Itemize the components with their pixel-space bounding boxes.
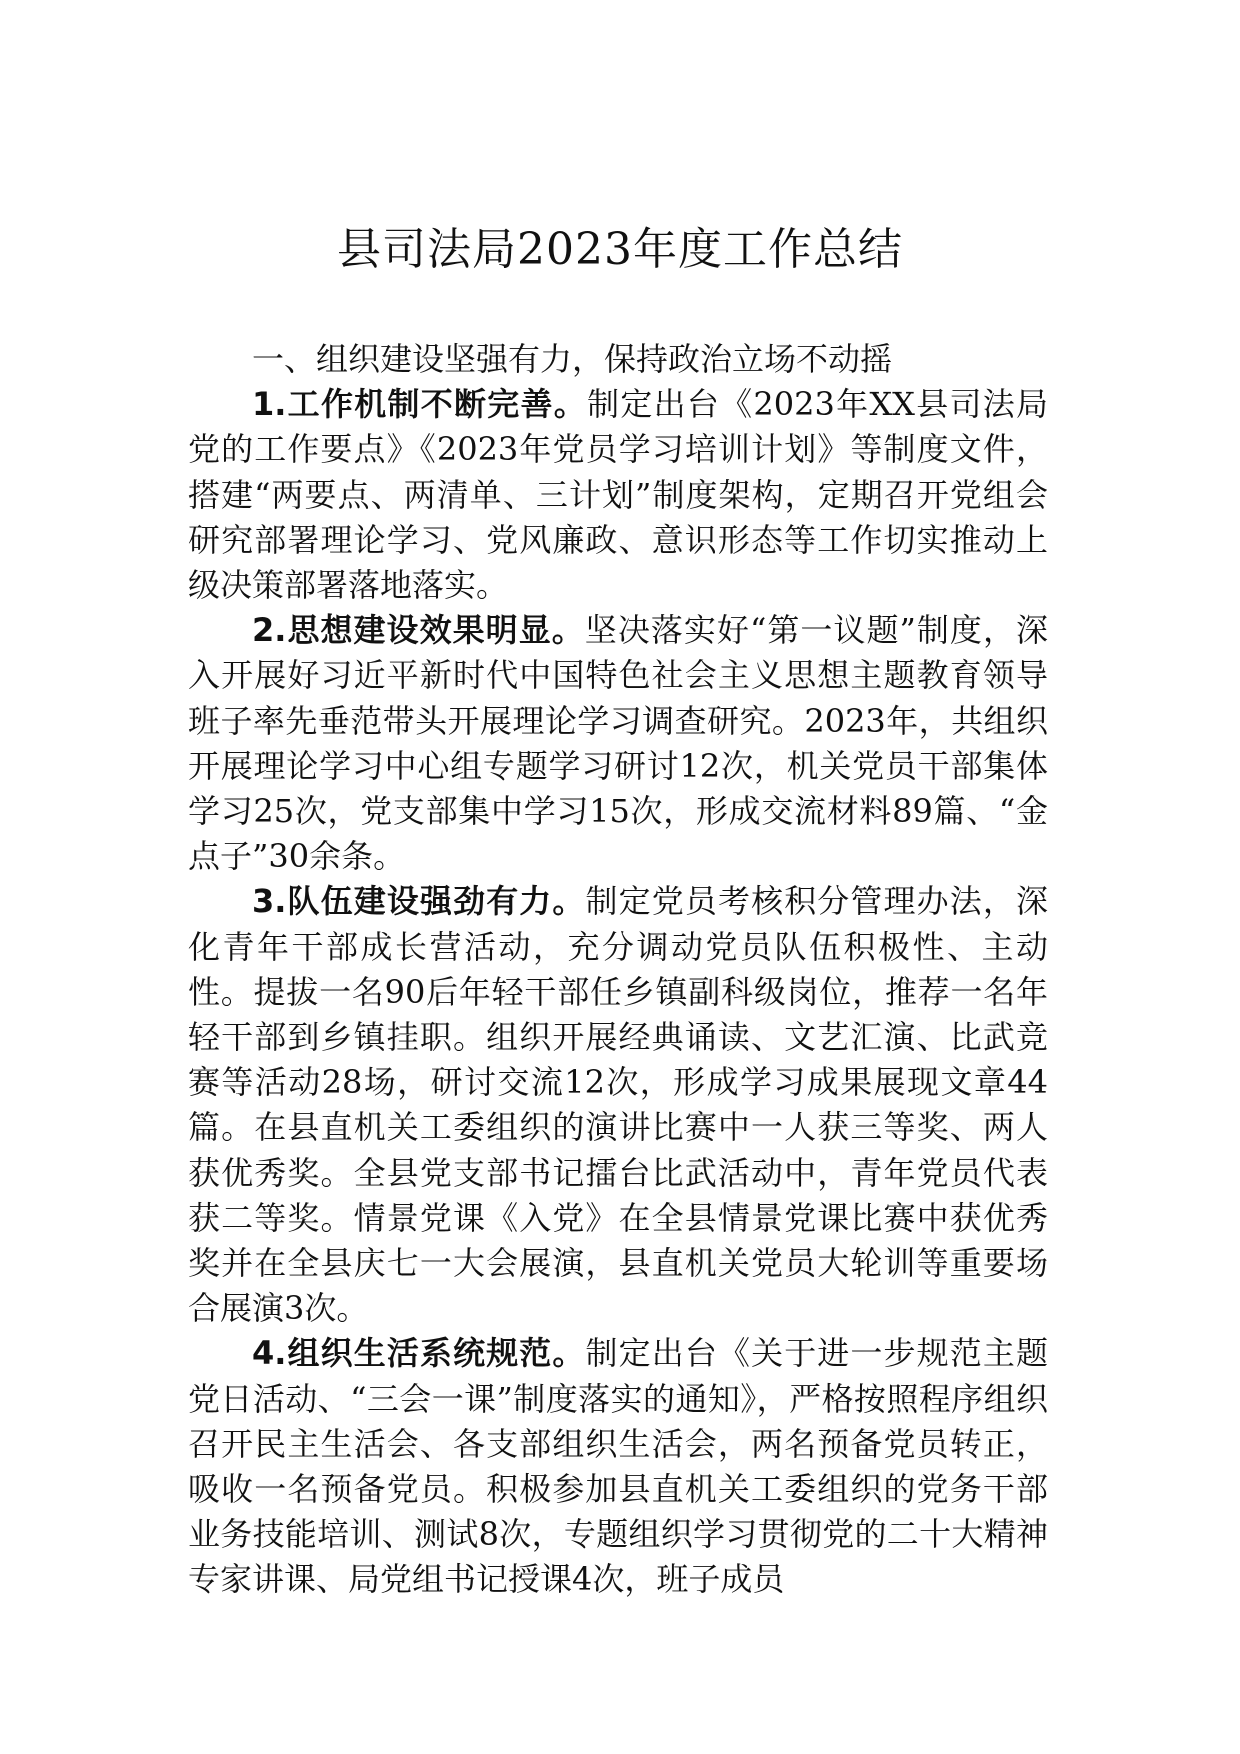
paragraph-lead: 2.思想建设效果明显。 (252, 611, 585, 650)
paragraph (188, 382, 1048, 608)
paragraph (188, 879, 1048, 1331)
paragraph (188, 1331, 1048, 1602)
paragraph-lead: 3.队伍建设强劲有力。 (252, 882, 586, 921)
section-heading: 一、组织建设坚强有力，保持政治立场不动摇 (252, 340, 893, 378)
paragraph (188, 608, 1048, 879)
paragraph-lead: 4.组织生活系统规范。 (252, 1334, 586, 1373)
paragraph-text: 坚决落实好“第一议题”制度，深入开展好习近平新时代中国特色社会主义思想主题教育领导班子率先垂范带头开展理论学习调查研究。2023年，共组织开展理论学习中心组专题学习研讨12次，机关党员干部集体学习25次，党支部集中学习15次，形成交流材料89篇、“金点子”30余条。 (188, 611, 1048, 876)
document-body (188, 337, 1048, 1603)
document-title: 县司法局2023年度工作总结 (337, 224, 903, 275)
paragraph-lead: 1.工作机制不断完善。 (252, 385, 588, 424)
paragraph-text: 制定党员考核积分管理办法，深化青年干部成长营活动，充分调动党员队伍积极性、主动性。提拔一名90后年轻干部任乡镇副科级岗位，推荐一名年轻干部到乡镇挂职。组织开展经典诵读、文艺汇演、比武竞赛等活动28场，研讨交流12次，形成学习成果展现文章44篇。在县直机关工委组织的演讲比赛中一人获三等奖、两人获优秀奖。全县党支部书记擂台比武活动中，青年党员代表获二等奖。情景党课《入党》在全县情景党课比赛中获优秀奖并在全县庆七一大会展演，县直机关党员大轮训等重要场合展演3次。 (188, 882, 1048, 1328)
paragraph-text: 制定出台《2023年XX县司法局党的工作要点》《2023年党员学习培训计划》等制度文件，搭建“两要点、两清单、三计划”制度架构，定期召开党组会研究部署理论学习、党风廉政、意识形态等工作切实推动上级决策部署落地落实。 (188, 385, 1048, 605)
paragraph-text: 制定出台《关于进一步规范主题党日活动、“三会一课”制度落实的通知》，严格按照程序组织召开民主生活会、各支部组织生活会，两名预备党员转正，吸收一名预备党员。积极参加县直机关工委组织的党务干部业务技能培训、测试8次，专题组织学习贯彻党的二十大精神专家讲课、局党组书记授课4次，班子成员 (188, 1334, 1048, 1599)
